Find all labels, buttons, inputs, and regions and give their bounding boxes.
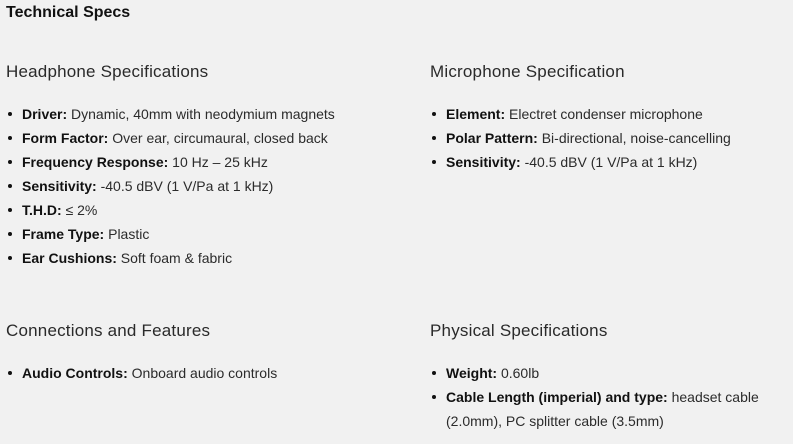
- spec-value: Plastic: [108, 226, 150, 242]
- spec-item-frequency-response: [6, 150, 406, 174]
- spec-label: Cable Length (imperial) and type:: [446, 389, 668, 405]
- spec-label: T.H.D:: [22, 202, 62, 218]
- spec-item-form-factor: [6, 126, 406, 150]
- physical-specifications-section: [430, 321, 790, 433]
- spec-label: Audio Controls:: [22, 365, 128, 381]
- spec-list: [430, 102, 790, 174]
- spec-value: Over ear, circumaural, closed back: [112, 130, 328, 146]
- spec-value: Bi-directional, noise-cancelling: [541, 130, 731, 146]
- spec-list: [6, 361, 406, 385]
- spec-label: Element:: [446, 106, 506, 122]
- spec-value: 0.60lb: [500, 365, 540, 381]
- spec-item-driver: [6, 102, 406, 126]
- spec-value: -40.5 dBV (1 V/Pa at 1 kHz): [100, 178, 274, 194]
- section-heading: Headphone Specifications: [6, 62, 209, 81]
- spec-item-sensitivity: [6, 174, 406, 198]
- connections-features-section: [6, 321, 406, 385]
- spec-label: Ear Cushions:: [22, 250, 117, 266]
- spec-item-polar-pattern: [430, 126, 790, 150]
- headphone-specifications-section: [6, 62, 406, 270]
- spec-label: Driver:: [22, 106, 68, 122]
- spec-label: Sensitivity:: [446, 154, 521, 170]
- spec-value: Dynamic, 40mm with neodymium magnets: [71, 106, 335, 122]
- spec-item-frame-type: [6, 222, 406, 246]
- spec-label: Sensitivity:: [22, 178, 97, 194]
- spec-value: Onboard audio controls: [131, 365, 278, 381]
- spec-label: Polar Pattern:: [446, 130, 538, 146]
- spec-value: headset cable (2.0mm), PC splitter cable (3.5mm): [446, 389, 759, 429]
- spec-item-cable-length: [430, 385, 790, 433]
- spec-item-weight: [430, 361, 790, 385]
- spec-list: [430, 361, 790, 433]
- section-heading: Microphone Specification: [430, 62, 625, 81]
- section-heading: Physical Specifications: [430, 321, 608, 340]
- spec-item-thd: [6, 198, 406, 222]
- spec-label: Weight:: [446, 365, 498, 381]
- microphone-specification-section: [430, 62, 790, 174]
- spec-value: -40.5 dBV (1 V/Pa at 1 kHz): [524, 154, 698, 170]
- spec-item-ear-cushions: [6, 246, 406, 270]
- spec-value: ≤ 2%: [65, 202, 98, 218]
- spec-item-sensitivity: [430, 150, 790, 174]
- spec-label: Form Factor:: [22, 130, 109, 146]
- spec-label: Frequency Response:: [22, 154, 169, 170]
- section-heading: Connections and Features: [6, 321, 211, 340]
- spec-list: [6, 102, 406, 270]
- spec-label: Frame Type:: [22, 226, 105, 242]
- spec-item-audio-controls: [6, 361, 406, 385]
- spec-item-element: [430, 102, 790, 126]
- spec-value: Soft foam & fabric: [120, 250, 233, 266]
- spec-value: Electret condenser microphone: [509, 106, 703, 122]
- spec-value: 10 Hz – 25 kHz: [172, 154, 268, 170]
- page-title: Technical Specs: [6, 4, 131, 21]
